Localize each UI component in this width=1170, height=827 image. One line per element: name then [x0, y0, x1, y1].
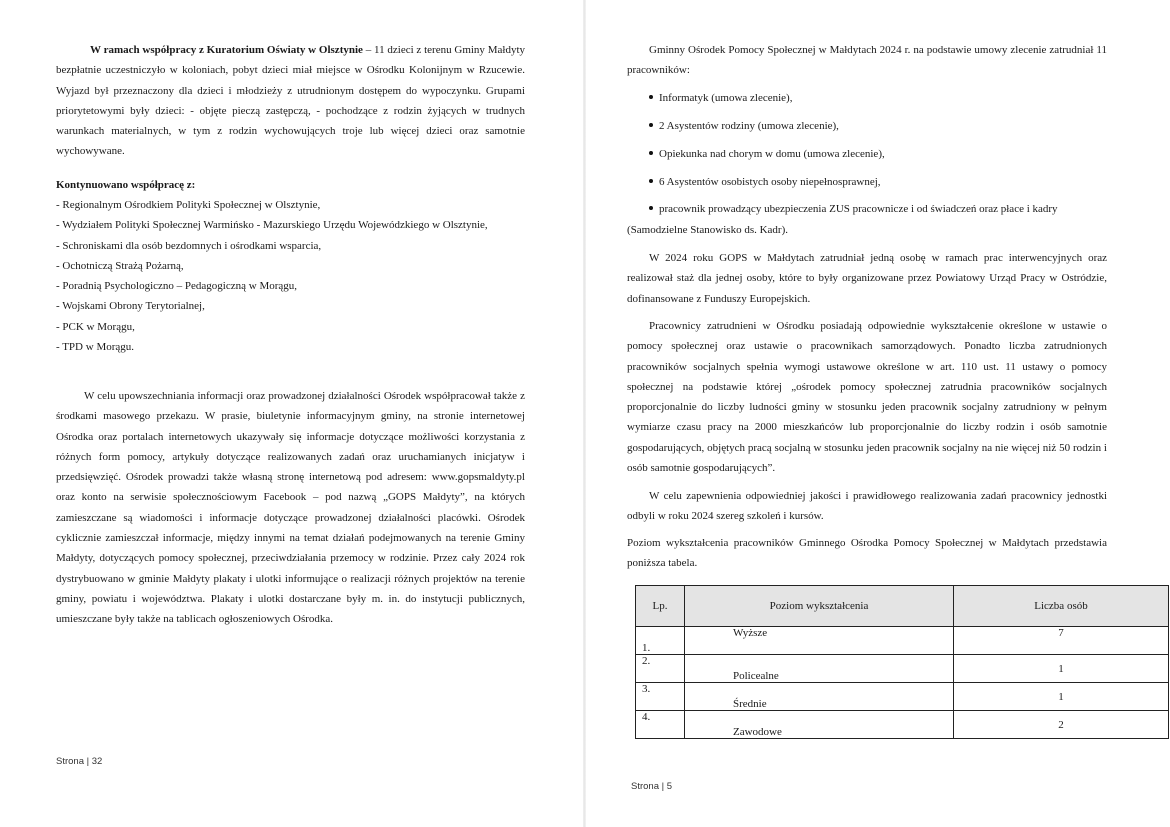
bullet-item — [649, 203, 1058, 215]
bullet-dot — [649, 206, 653, 210]
bullet-dot — [649, 179, 653, 183]
cooperation-list — [56, 195, 536, 357]
cooperation-item: - Wydziałem Polityki Społecznej Warmińsko - Mazurskiego Urzędu Wojewódzkiego w Olsztynie, — [56, 219, 488, 232]
bullet-text: 6 Asystentów osobistych osoby niepełnosprawnej, — [659, 176, 881, 188]
bullet-text: 2 Asystentów rodziny (umowa zlecenie), — [659, 120, 839, 132]
header-level: Poziom wykształcenia — [685, 586, 954, 627]
kuratorium-lead: W ramach współpracy z Kuratorium Oświaty w Olsztynie — [90, 44, 363, 56]
right-page — [585, 0, 1170, 827]
kuratorium-paragraph — [56, 40, 525, 162]
row-count: 7 — [954, 627, 1169, 655]
bullet-text: pracownik prowadzący ubezpieczenia ZUS pracownicze i od świadczeń oraz płace i kadry — [659, 203, 1058, 215]
cooperation-heading: Kontynuowano współpracę z: — [56, 179, 196, 191]
kuratorium-text: – 11 dzieci z terenu Gminy Małdyty bezpłatnie uczestniczyło w koloniach, pobyt dzieci miał miejsce w Ośrodku Kolonijnym w Rzucewie. Wyjazd był przeznaczony dla dzieci i młodzieży z utrudnionym dostępem do wypoczynku. Grupami priorytetowymi były dzieci: - objęte pieczą zastępczą, - pochodzące z rodzin żyjących w trudnych warunkach materialnych, w tym z rodzin wychowujących troje lub więcej dzieci oraz samotnie wychowywane. — [56, 44, 525, 158]
bullet-dot — [649, 95, 653, 99]
row-number: 1. — [636, 627, 685, 655]
staff-contract-paragraph: Gminny Ośrodek Pomocy Społecznej w Małdytach 2024 r. na podstawie umowy zlecenie zatrudniał 11 pracowników: — [627, 44, 1107, 77]
bullet-item — [649, 176, 881, 188]
cooperation-item: - Regionalnym Ośrodkiem Polityki Społecznej w Olsztynie, — [56, 199, 321, 211]
table-intro-paragraph: Poziom wykształcenia pracowników Gminnego Ośrodka Pomocy Społecznej w Małdytach przedstawia poniższa tabela. — [627, 537, 1107, 570]
row-level: Wyższe — [685, 627, 954, 655]
table-row — [636, 711, 1169, 739]
header-lp: Lp. — [636, 586, 685, 627]
bullet-dot — [649, 123, 653, 127]
bullet-item — [649, 120, 839, 132]
table-row — [636, 655, 1169, 683]
row-level: Zawodowe — [685, 711, 954, 739]
bullet-text: Opiekunka nad chorym w domu (umowa zlecenie), — [659, 148, 885, 160]
cooperation-item: - Ochotniczą Strażą Pożarną, — [56, 259, 184, 272]
row-count: 1 — [954, 655, 1169, 683]
row-number: 4. — [636, 711, 685, 739]
cooperation-item: - Poradnią Psychologiczno – Pedagogiczną w Morągu, — [56, 280, 298, 293]
education-table — [635, 585, 1169, 739]
bullet-item — [649, 148, 885, 160]
row-level: Policealne — [685, 655, 954, 683]
bullet-item — [649, 92, 792, 104]
table-header-row — [636, 586, 1169, 627]
table-row — [636, 627, 1169, 655]
row-number: 3. — [636, 683, 685, 711]
cooperation-item: - TPD w Morągu. — [56, 341, 135, 354]
bullet-continuation: (Samodzielne Stanowisko ds. Kadr). — [627, 224, 788, 236]
row-number: 2. — [636, 655, 685, 683]
training-paragraph: W celu zapewnienia odpowiedniej jakości i prawidłowego realizowania zadań pracownicy jednostki odbyli w roku 2024 szereg szkoleń i kursów. — [627, 490, 1107, 523]
media-paragraph: W celu upowszechniania informacji oraz prowadzonej działalności Ośrodek współpracował także z środkami masowego przekazu. W prasie, biuletynie informacyjnym gminy, na stronie internetowej Ośrodka oraz portalach internetowych ukazywały się informacje dotyczące możliwości korzystania z różnych form pomocy, artykuły dotyczące realizowanych zadań oraz uruchamianych inicjatyw i przedsięwzięć. Ośrodek prowadzi także własną stronę internetową pod adresem: www.gopsmaldyty.pl oraz konto na serwisie społecznościowym Facebook – pod nazwą „GOPS Małdyty”, na których zamieszczane są wiadomości i informacje dotyczące prowadzonej działalności placówki. Ośrodek cyklicznie zamieszczał informacje, między innymi na temat działań podejmowanych na terenie Gminy Małdyty, dotyczących pomocy społecznej, przeciwdziałania przemocy w rodzinie. Przez cały 2024 rok dystrybuowano w gminie Małdyty plakaty i ulotki informujące o realizacji różnych projektów na terenie gminy, powiatu i województwa. Plakaty i ulotki dostarczane były m. in. do instytucji publicznych, umieszczane były także na tablicach ogłoszeniowych Ośrodka. — [56, 390, 525, 626]
bullet-dot — [649, 151, 653, 155]
intervention-paragraph: W 2024 roku GOPS w Małdytach zatrudniał jedną osobę w ramach prac interwencyjnych oraz realizował staż dla jednej osoby, które to były organizowane przez Powiatowy Urząd Pracy w Ostródzie, dofinansowane z Funduszy Europejskich. — [627, 252, 1107, 305]
header-count: Liczba osób — [954, 586, 1169, 627]
row-count: 2 — [954, 711, 1169, 739]
row-count: 1 — [954, 683, 1169, 711]
cooperation-item: - Wojskami Obrony Terytorialnej, — [56, 300, 205, 313]
table-row — [636, 683, 1169, 711]
row-level: Średnie — [685, 683, 954, 711]
page-number-left: Strona | 32 — [56, 756, 103, 767]
cooperation-item: - Schroniskami dla osób bezdomnych i ośrodkami wsparcia, — [56, 239, 322, 252]
bullet-text: Informatyk (umowa zlecenie), — [659, 92, 793, 104]
cooperation-item: - PCK w Morągu, — [56, 320, 135, 333]
page-number-right: Strona | 5 — [631, 781, 673, 792]
qualifications-paragraph: Pracownicy zatrudnieni w Ośrodku posiadają odpowiednie wykształcenie określone w ustawie o pomocy społecznej oraz ustawie o pracownikach samorządowych. Ponadto liczba zatrudnionych pracowników socjalnych spełnia wymogi ustawowe określone w art. 110 ust. 11 ustawy o pomocy społecznej na podstawie której „ośrodek pomocy społecznej zatrudnia pracowników socjalnych proporcjonalnie do liczby ludności gminy w stosunku jeden pracownik socjalny zatrudniony w pełnym wymiarze czasu pracy na 2000 mieszkańców lub proporcjonalnie do liczby rodzin i osób samotnie gospodarujących, objętych pracą socjalną w stosunku jeden pracownik socjalny na nie więcej niż 50 rodzin i osób samotnie gospodarujących”. — [627, 320, 1107, 475]
